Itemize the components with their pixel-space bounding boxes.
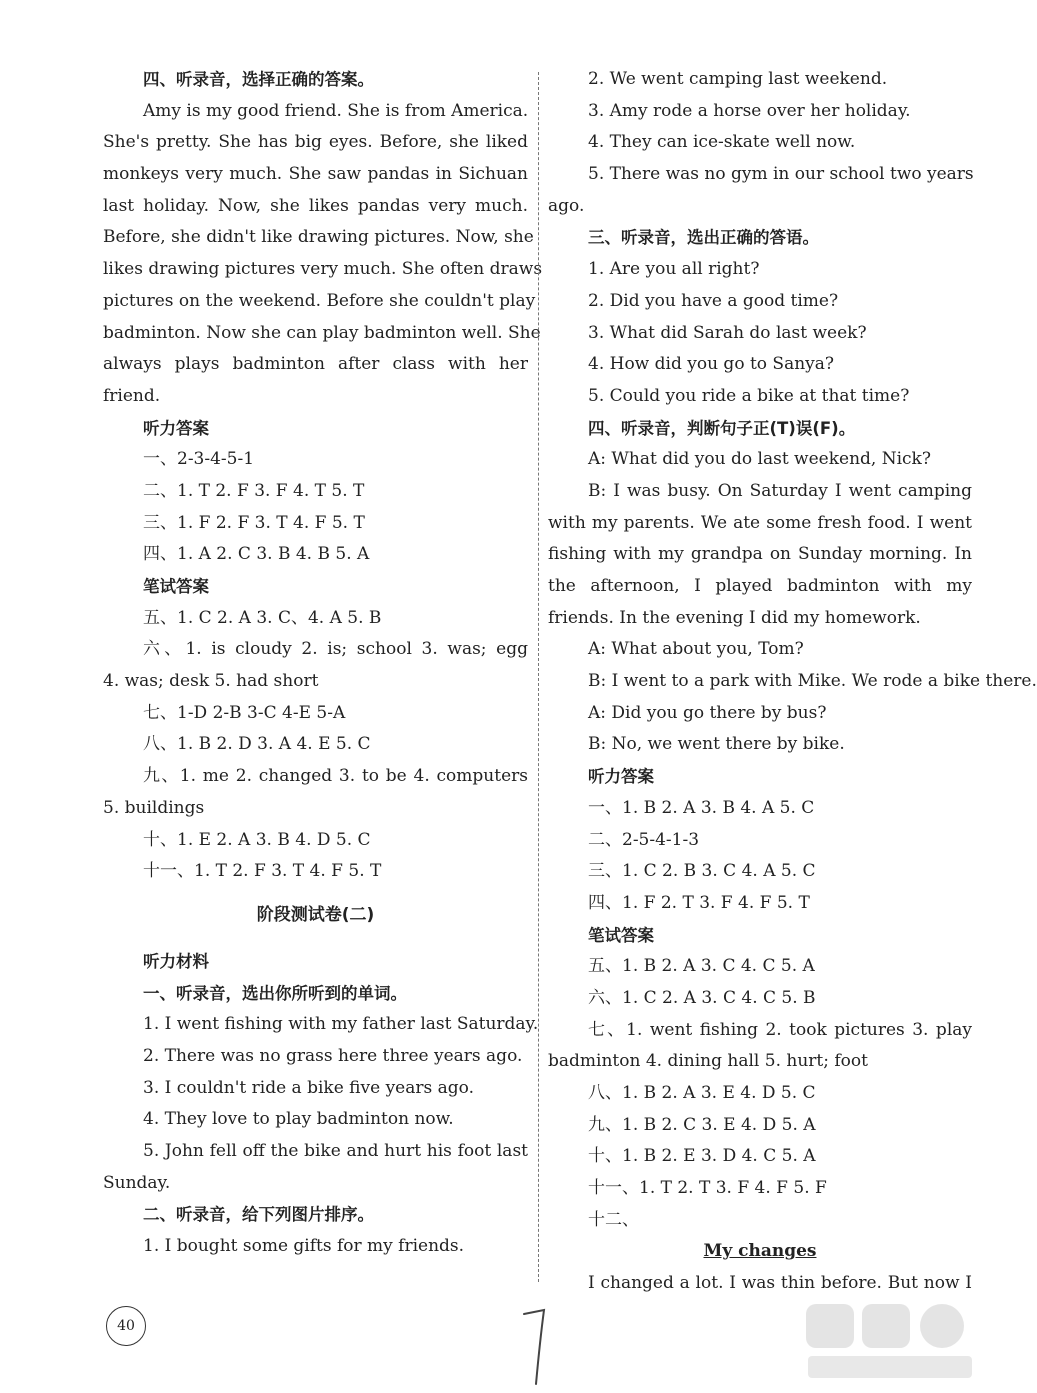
right-text-line: 十、1. B 2. E 3. D 4. C 5. A xyxy=(588,1146,816,1167)
right-text-line: 4. They can ice-skate well now. xyxy=(588,132,856,153)
left-column xyxy=(103,64,543,1263)
left-text-line: 五、1. C 2. A 3. C、4. A 5. B xyxy=(143,607,382,628)
right-text-line: B: No, we went there by bike. xyxy=(588,734,845,755)
right-text-line: 2. We went camping last weekend. xyxy=(588,69,888,89)
left-text-line: 八、1. B 2. D 3. A 4. E 5. C xyxy=(143,734,371,755)
right-text-line: 一、1. B 2. A 3. B 4. A 5. C xyxy=(588,797,815,818)
left-text-line: 1. I bought some gifts for my friends. xyxy=(143,1236,465,1257)
left-text-line: 四、1. A 2. C 3. B 4. B 5. A xyxy=(143,544,370,565)
left-text-line: pictures on the weekend. Before she couldn't play xyxy=(103,290,536,311)
left-text-line: Before, she didn't like drawing pictures. Now, she xyxy=(103,227,534,248)
left-text-line: friend. xyxy=(103,385,161,406)
right-text-line: 三、1. C 2. B 3. C 4. A 5. C xyxy=(588,861,816,882)
left-text-line: 三、1. F 2. F 3. T 4. F 5. T xyxy=(143,512,365,533)
right-text-line: with my parents. We ate some fresh food. I went xyxy=(548,512,972,533)
right-text-line: A: What did you do last weekend, Nick? xyxy=(588,449,931,470)
left-text-line: 六、1. is cloudy 2. is; school 3. was; egg xyxy=(143,639,528,660)
right-text-line: 十一、1. T 2. T 3. F 4. F 5. F xyxy=(588,1178,827,1199)
right-text-line: 5. Could you ride a bike at that time? xyxy=(588,385,910,406)
left-text-line: 2. There was no grass here three years ago. xyxy=(143,1045,523,1066)
left-text-line: 十一、1. T 2. F 3. T 4. F 5. T xyxy=(143,861,382,882)
right-text-line: 二、2-5-4-1-3 xyxy=(588,829,700,850)
left-text-line: She's pretty. She has big eyes. Before, she liked xyxy=(103,132,528,153)
left-text-line: monkeys very much. She saw pandas in Sichuan xyxy=(103,164,528,185)
right-text-line: friends. In the evening I did my homework. xyxy=(548,607,921,628)
right-text-line: A: What about you, Tom? xyxy=(588,639,804,660)
right-text-line: ago. xyxy=(548,195,585,216)
right-text-line: B: I was busy. On Saturday I went camping xyxy=(588,480,972,501)
left-text-line: 一、2-3-4-5-1 xyxy=(143,449,255,470)
right-text-line: 2. Did you have a good time? xyxy=(588,290,839,311)
right-text-line: I changed a lot. I was thin before. But now I xyxy=(588,1273,972,1294)
left-text-line: badminton. Now she can play badminton well. She xyxy=(103,322,541,343)
right-text-line: 1. Are you all right? xyxy=(588,259,760,280)
left-text-line: 二、听录音，给下列图片排序。 xyxy=(143,1205,374,1225)
right-text-line: 3. Amy rode a horse over her holiday. xyxy=(588,100,911,121)
right-text-line: 听力答案 xyxy=(588,767,654,787)
right-text-line: 四、1. F 2. T 3. F 4. F 5. T xyxy=(588,892,810,913)
left-text-line: 十、1. E 2. A 3. B 4. D 5. C xyxy=(143,829,371,850)
right-text-line: 笔试答案 xyxy=(588,925,654,945)
left-text-line: 1. I went fishing with my father last Saturday. xyxy=(143,1014,539,1035)
left-text-line: Amy is my good friend. She is from America. xyxy=(143,100,529,121)
right-text-line: the afternoon, I played badminton with my xyxy=(548,576,972,596)
left-text-line: 4. They love to play badminton now. xyxy=(143,1109,454,1130)
left-text-line: 阶段测试卷(二) xyxy=(256,904,375,925)
left-text-line: 一、听录音，选出你所听到的单词。 xyxy=(143,983,407,1003)
left-text-line: 四、听录音，选择正确的答案。 xyxy=(143,70,374,89)
right-text-line: 5. There was no gym in our school two years xyxy=(588,164,974,185)
left-text-line: 3. I couldn't ride a bike five years ago. xyxy=(143,1077,474,1098)
right-text-line: 十二、 xyxy=(588,1209,639,1230)
watermark-logo xyxy=(800,1298,980,1384)
left-text-line: 听力材料 xyxy=(143,951,209,971)
right-text-line: 七、1. went fishing 2. took pictures 3. play xyxy=(588,1019,972,1040)
right-text-line: 五、1. B 2. A 3. C 4. C 5. A xyxy=(588,956,815,977)
right-text-line: 九、1. B 2. C 3. E 4. D 5. A xyxy=(588,1114,816,1135)
left-text-line: 听力答案 xyxy=(143,418,209,438)
left-text-line: Sunday. xyxy=(103,1172,171,1193)
right-text-line: A: Did you go there by bus? xyxy=(588,702,827,723)
left-text-line: 九、1. me 2. changed 3. to be 4. computers xyxy=(143,766,528,787)
right-text-line: B: I went to a park with Mike. We rode a bike there. xyxy=(588,671,1037,692)
left-text-line: 5. buildings xyxy=(103,797,205,818)
column-divider xyxy=(538,72,539,1282)
right-text-line: fishing with my grandpa on Sunday morning. In xyxy=(548,544,972,565)
left-text-line: likes drawing pictures very much. She often draws xyxy=(103,259,543,280)
right-text-line: badminton 4. dining hall 5. hurt; foot xyxy=(548,1051,868,1072)
right-text-line: 3. What did Sarah do last week? xyxy=(588,322,867,343)
left-text-line: 二、1. T 2. F 3. F 4. T 5. T xyxy=(143,480,365,501)
right-text-line: 八、1. B 2. A 3. E 4. D 5. C xyxy=(588,1083,816,1103)
left-text-line: 笔试答案 xyxy=(143,577,209,596)
right-text-line: 六、1. C 2. A 3. C 4. C 5. B xyxy=(588,987,816,1008)
left-text-line xyxy=(103,936,528,946)
left-text-line: last holiday. Now, she likes pandas very much. xyxy=(103,195,528,216)
page-number: 40 xyxy=(106,1306,146,1346)
left-text-line: 七、1-D 2-B 3-C 4-E 5-A xyxy=(143,702,346,723)
right-text-line: 三、听录音，选出正确的答语。 xyxy=(588,228,819,248)
left-text-line: always plays badminton after class with her xyxy=(103,354,528,375)
right-text-line: 四、听录音，判断句子正(T)误(F)。 xyxy=(588,418,856,438)
right-text-line: My changes xyxy=(703,1241,817,1262)
left-text-line: 4. was; desk 5. had short xyxy=(103,671,319,692)
left-text-line: 5. John fell off the bike and hurt his foot last xyxy=(143,1141,528,1161)
handwritten-mark xyxy=(516,1300,556,1390)
right-text-line: 4. How did you go to Sanya? xyxy=(588,354,835,375)
right-column xyxy=(548,64,1037,1300)
